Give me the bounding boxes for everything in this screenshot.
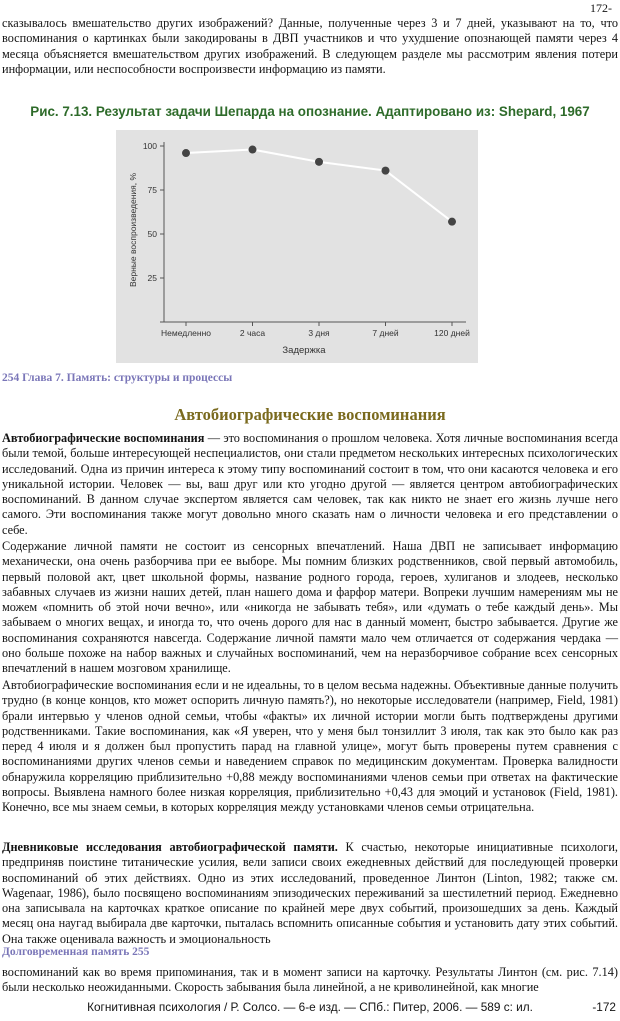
- x-tick-label: 3 дня: [308, 328, 330, 338]
- data-point: [315, 158, 323, 166]
- y-tick-label: 75: [147, 185, 157, 195]
- y-tick-label: 25: [147, 273, 157, 283]
- final-paragraph: воспоминаний как во время припоминания, так и в момент записи на карточку. Результаты Линтон (см. рис. 7.14) были несколько неожиданными. Скорость забывания была линейной, а не криволинейной, как многие: [2, 965, 618, 995]
- paragraph-content: Содержание личной памяти не состоит из сенсорных впечатлений. Наша ДВП не записывает информацию механически, она очень разборчива при ее выборе. Мы помним близких родственников, свой первый автомобиль, первый половой акт, цвет школьной формы, название родного города, героев, хулиганов и злодеев, несколько забавных случаев из жизни наших детей, план нашего дома и фарфор матери. Вопреки лучшим намерениям мы не можем «помнить об этой ночи вечно», или «никогда не забывать тебя», или «думать о тебе каждый день». Мы забываем о многих вещах, и иногда то, что очень дорого для нас в данный момент, быстро забывается. Другие же воспоминания сохраняются навсегда. Содержание личной памяти мало чем отличается от содержания чердака — оно больше похоже на набор важных и случайных воспоминаний, чем на неразборчивое собрание всех сенсорных впечатлений в нашем мозговом хранилище.: [2, 539, 618, 676]
- paragraph-diary-text: К счастью, некоторые инициативные психологи, предприняв поистине титанические усилия, вели записи своих ежедневных действий для последующей проверки воспоминаний об этих действиях. Одно из этих исследований, проведенное Линтон (Linton, 1982; также см. Wagenaar, 1986), было посвящено воспоминаниям эпизодических переживаний за шестилетний период. Ежедневно она записывала на карточках краткое описание по крайней мере двух событий, произошедших за день. Каждый месяц она наугад выбирала две карточки, пыталась вспомнить описанные события и установить дату этих событий. Она также оценивала важность и эмоциональность: [2, 840, 618, 946]
- paragraph-autobiographical-lead: Автобиографические воспоминания: [2, 431, 205, 445]
- line-chart: [116, 130, 478, 363]
- running-header-section: Долговременная память 255: [2, 946, 150, 958]
- y-tick-label: 100: [142, 141, 157, 151]
- x-tick-label: 2 часа: [239, 328, 266, 338]
- paragraph-diary-lead: Дневниковые исследования автобиографической памяти.: [2, 840, 338, 854]
- data-point: [382, 167, 390, 175]
- top-page-number: 172-: [590, 1, 612, 15]
- y-axis-label: Верные воспроизведения, %: [128, 172, 138, 288]
- paragraph-autobiographical-text: — это воспоминания о прошлом человека. Хотя личные воспоминания всегда были темой, больше интересующей неспециалистов, они стали предметом нескольких интересных психологических исследований. Одна из причин интереса к этому типу воспоминаний состоит в том, что они касаются человека и его уникальной истории. Человек — вы, ваш друг или кто угодно другой — является центром автобиографических воспоминаний. В данном случае экспертом является сам человек, так как никто не знает его жизнь лучше него самого. Эти воспоминания также могут довольно много сказать нам о личности человека и его представлении о себе.: [2, 431, 618, 537]
- figure-caption: Рис. 7.13. Результат задачи Шепарда на опознание. Адаптировано из: Shepard, 1967: [30, 104, 590, 119]
- paragraph-diary: [2, 840, 618, 947]
- x-tick-label: Немедленно: [160, 328, 212, 338]
- x-tick-label: 7 дней: [372, 328, 399, 338]
- footer-reference: Когнитивная психология / Р. Солсо. — 6-е изд. — СПб.: Питер, 2006. — 589 с: ил.: [87, 1000, 533, 1014]
- x-axis-label: Задержка: [282, 345, 326, 356]
- y-tick-label: 50: [147, 229, 157, 239]
- data-point: [448, 218, 456, 226]
- data-point: [182, 149, 190, 157]
- intro-paragraph: сказывалось вмешательство других изображений? Данные, полученные через 3 и 7 дней, указывают на то, что воспоминания о картинках были закодированы в ДВП участников и что ухудшение опознающей памяти через 4 месяца объясняется вмешательством других изображений. В следующем разделе мы рассмотрим явления потери информации, или неспособности воспроизвести информацию из памяти.: [2, 16, 618, 76]
- section-title: Автобиографические воспоминания: [174, 405, 446, 424]
- x-tick-label: 120 дней: [434, 328, 470, 338]
- bottom-page-number: -172: [592, 1000, 616, 1014]
- data-point: [249, 146, 257, 154]
- chart-container: [116, 130, 478, 363]
- running-header-chapter: 254 Глава 7. Память: структуры и процессы: [2, 372, 233, 384]
- paragraph-reliability: Автобиографические воспоминания если и не идеальны, то в целом весьма надежны. Объективные данные получить трудно (в конце концов, кто может оспорить личную память?), но некоторые исследователи (например, Field, 1981) брали интервью у членов одной семьи, чтобы «факты» их личной истории могли быть подтверждены другими родственниками. Такие воспоминания, как «Я уверен, что у меня был тонзиллит 3 июля, так как это было как раз перед 4 июля и я должен был пропустить парад на главной улице», могут быть проверены путем сравнения с воспоминаниями других членов семьи и наведением справок по медицинским документам. Проверка валидности обнаружила корреляцию приблизительно +0,88 между воспоминаниями членов семьи при ответах на фактические вопросы. Выявлена намного более низкая корреляция, приблизительно +0,43 для эмоций и установок (Field, 1981). Конечно, все мы знаем семьи, в которых корреляция между установками членов семьи отрицательна.: [2, 678, 618, 815]
- paragraph-autobiographical: [2, 431, 618, 538]
